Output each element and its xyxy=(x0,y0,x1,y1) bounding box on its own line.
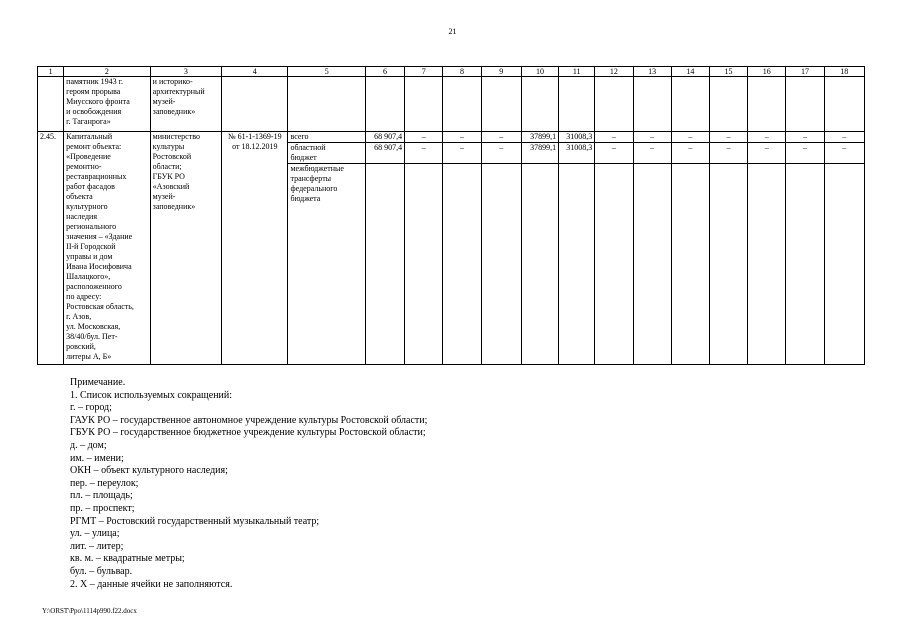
empty-cell xyxy=(288,77,365,132)
funding-source-cell-line: всего xyxy=(290,132,309,141)
value-cell-col-8 xyxy=(443,164,481,365)
object-name-cell-line: г. Таганрога» xyxy=(66,117,111,126)
customer-cell-line: и историко- xyxy=(152,77,193,86)
customer-cell-line: области; xyxy=(152,162,182,171)
document-cell-line: № 61-1-1369-19 xyxy=(227,132,282,141)
value-cell-col-10 xyxy=(521,164,558,365)
empty-cell xyxy=(633,77,671,132)
value-cell-col-6 xyxy=(365,164,404,365)
row-number-cell: 2.45. xyxy=(38,132,64,365)
value-cell-col-11: 31008,3 xyxy=(559,132,595,143)
object-name-cell-line: ул. Московская, xyxy=(66,322,121,331)
value-cell-col-18: – xyxy=(824,143,864,164)
value-cell-col-17 xyxy=(786,164,824,365)
notes-title: Примечание. xyxy=(70,377,126,388)
value-cell-col-6: 68 907,4 xyxy=(365,132,404,143)
customer-cell xyxy=(150,132,221,365)
value-cell-col-9 xyxy=(481,164,521,365)
column-number-15: 15 xyxy=(709,67,747,77)
empty-cell xyxy=(671,77,709,132)
object-name-cell xyxy=(64,77,151,132)
column-number-7: 7 xyxy=(405,67,443,77)
value-cell-col-17: – xyxy=(786,132,824,143)
column-number-1: 1 xyxy=(38,67,64,77)
object-name-cell-line: значения – «Здание xyxy=(66,232,133,241)
note-line: г. – город; xyxy=(70,402,112,414)
note-line: ул. – улица; xyxy=(70,528,120,540)
note-line: кв. м. – квадратные метры; xyxy=(70,553,185,565)
object-name-cell-line: г. Азов, xyxy=(66,312,92,321)
object-name-cell-line: героям прорыва xyxy=(66,87,121,96)
empty-cell xyxy=(709,77,747,132)
object-name-cell-line: управы и дом xyxy=(66,252,113,261)
value-cell-col-12: – xyxy=(595,143,633,164)
value-cell-col-15: – xyxy=(709,143,747,164)
value-cell-col-14 xyxy=(671,164,709,365)
funding-source-cell-line: областной xyxy=(290,143,326,152)
column-number-14: 14 xyxy=(671,67,709,77)
customer-cell-line: Ростовской xyxy=(152,152,192,161)
empty-cell xyxy=(443,77,481,132)
row-number-cell xyxy=(38,77,64,132)
funding-source-cell xyxy=(288,132,365,143)
value-cell-col-13 xyxy=(633,164,671,365)
object-name-cell-line: Ивана Иосифовича xyxy=(66,262,132,271)
column-number-3: 3 xyxy=(150,67,221,77)
value-cell-col-14: – xyxy=(671,132,709,143)
column-number-5: 5 xyxy=(288,67,365,77)
value-cell-col-16: – xyxy=(748,143,786,164)
object-name-cell-line: ремонтно- xyxy=(66,162,102,171)
funding-source-cell-line: бюджета xyxy=(290,194,321,203)
object-name-cell-line: по адресу: xyxy=(66,292,102,301)
funding-source-cell-line: бюджет xyxy=(290,153,317,162)
column-number-2: 2 xyxy=(64,67,151,77)
empty-cell xyxy=(365,77,404,132)
funding-source-cell xyxy=(288,143,365,164)
object-name-cell-line: Шалацкого», xyxy=(66,272,111,281)
value-cell-col-8: – xyxy=(443,143,481,164)
value-cell-col-9: – xyxy=(481,143,521,164)
object-name-cell-line: объекта xyxy=(66,192,93,201)
value-cell-col-13: – xyxy=(633,132,671,143)
value-cell-col-8: – xyxy=(443,132,481,143)
value-cell-col-10: 37899,1 xyxy=(521,143,558,164)
object-name-cell-line: Миусского фронта xyxy=(66,97,130,106)
note-line: им. – имени; xyxy=(70,452,124,464)
value-cell-col-12 xyxy=(595,164,633,365)
note-line: д. – дом; xyxy=(70,439,107,451)
customer-cell-line: музей- xyxy=(152,97,176,106)
column-number-13: 13 xyxy=(633,67,671,77)
file-path-footer: Y:\ORST\Ppo\1114p990.f22.docx xyxy=(42,607,137,615)
object-name-cell xyxy=(64,132,151,365)
value-cell-col-6: 68 907,4 xyxy=(365,143,404,164)
column-number-17: 17 xyxy=(786,67,824,77)
value-cell-col-7: – xyxy=(405,143,443,164)
object-name-cell-line: наследия xyxy=(66,212,98,221)
note-line: ОКН – объект культурного наследия; xyxy=(70,465,228,477)
note-line: 2. Х – данные ячейки не заполняются. xyxy=(70,578,233,590)
empty-cell xyxy=(222,77,288,132)
funding-source-cell-line: трансферты xyxy=(290,174,332,183)
value-cell-col-18: – xyxy=(824,132,864,143)
note-line: лит. – литер; xyxy=(70,540,124,552)
table-row xyxy=(38,77,865,132)
column-number-6: 6 xyxy=(365,67,404,77)
data-table xyxy=(37,66,865,365)
object-name-cell-line: регионального xyxy=(66,222,117,231)
note-line: пр. – проспект; xyxy=(70,502,135,514)
value-cell-col-12: – xyxy=(595,132,633,143)
empty-cell xyxy=(748,77,786,132)
column-number-11: 11 xyxy=(559,67,595,77)
value-cell-col-17: – xyxy=(786,143,824,164)
customer-cell-line: «Азовский xyxy=(152,182,190,191)
notes-section xyxy=(70,377,427,591)
object-name-cell-line: памятник 1943 г. xyxy=(66,77,124,86)
object-name-cell-line: реставрационных xyxy=(66,172,127,181)
empty-cell xyxy=(521,77,558,132)
empty-cell xyxy=(595,77,633,132)
empty-cell xyxy=(405,77,443,132)
customer-cell-line: культуры xyxy=(152,142,185,151)
customer-cell-line: заповедник» xyxy=(152,107,196,116)
value-cell-col-7: – xyxy=(405,132,443,143)
value-cell-col-11: 31008,3 xyxy=(559,143,595,164)
value-cell-col-16: – xyxy=(748,132,786,143)
customer-cell-line: музей- xyxy=(152,192,176,201)
object-name-cell-line: ремонт объекта: xyxy=(66,142,122,151)
empty-cell xyxy=(559,77,595,132)
object-name-cell-line: «Проведение xyxy=(66,152,111,161)
value-cell-col-11 xyxy=(559,164,595,365)
column-number-9: 9 xyxy=(481,67,521,77)
object-name-cell-line: Ростовская область, xyxy=(66,302,134,311)
object-name-cell-line: и освобождения xyxy=(66,107,122,116)
note-line: ГАУК РО – государственное автономное учреждение культуры Ростовской области; xyxy=(70,414,428,426)
note-line: пл. – площадь; xyxy=(70,490,133,502)
object-name-cell-line: расположенного xyxy=(66,282,122,291)
column-number-8: 8 xyxy=(443,67,481,77)
value-cell-col-16 xyxy=(748,164,786,365)
value-cell-col-13: – xyxy=(633,143,671,164)
value-cell-col-15: – xyxy=(709,132,747,143)
column-number-4: 4 xyxy=(222,67,288,77)
object-name-cell-line: ІІ-й Городской xyxy=(66,242,116,251)
empty-cell xyxy=(786,77,824,132)
column-number-16: 16 xyxy=(748,67,786,77)
object-name-cell-line: ровский, xyxy=(66,342,96,351)
value-cell-col-18 xyxy=(824,164,864,365)
table-row xyxy=(38,132,865,143)
object-name-cell-line: культурного xyxy=(66,202,108,211)
note-line: РГМТ – Ростовский государственный музыкальный театр; xyxy=(70,515,320,527)
funding-source-cell-line: межбюджетные xyxy=(290,164,344,173)
customer-cell xyxy=(150,77,221,132)
object-name-cell-line: 38/40/бул. Пет- xyxy=(66,332,118,341)
value-cell-col-14: – xyxy=(671,143,709,164)
empty-cell xyxy=(481,77,521,132)
note-line: пер. – переулок; xyxy=(70,477,139,489)
object-name-cell-line: Капитальный xyxy=(66,132,113,141)
value-cell-col-10: 37899,1 xyxy=(521,132,558,143)
empty-cell xyxy=(824,77,864,132)
note-line: 1. Список используемых сокращений: xyxy=(70,389,233,401)
value-cell-col-9: – xyxy=(481,132,521,143)
table-header-row xyxy=(38,67,865,77)
document-cell-line: от 18.12.2019 xyxy=(232,142,278,151)
note-line: ГБУК РО – государственное бюджетное учреждение культуры Ростовской области; xyxy=(70,427,426,439)
column-number-10: 10 xyxy=(521,67,558,77)
column-number-12: 12 xyxy=(595,67,633,77)
value-cell-col-7 xyxy=(405,164,443,365)
customer-cell-line: архитектурный xyxy=(152,87,205,96)
customer-cell-line: ГБУК РО xyxy=(152,172,185,181)
column-number-18: 18 xyxy=(824,67,864,77)
page-number: 21 xyxy=(448,27,457,36)
document-cell xyxy=(222,132,288,365)
customer-cell-line: министерство xyxy=(152,132,200,141)
value-cell-col-15 xyxy=(709,164,747,365)
funding-source-cell xyxy=(288,164,365,365)
funding-source-cell-line: федерального xyxy=(290,184,338,193)
note-line: бул. – бульвар. xyxy=(70,565,133,577)
customer-cell-line: заповедник» xyxy=(152,202,196,211)
object-name-cell-line: работ фасадов xyxy=(66,182,115,191)
object-name-cell-line: литеры А, Б» xyxy=(66,352,112,361)
